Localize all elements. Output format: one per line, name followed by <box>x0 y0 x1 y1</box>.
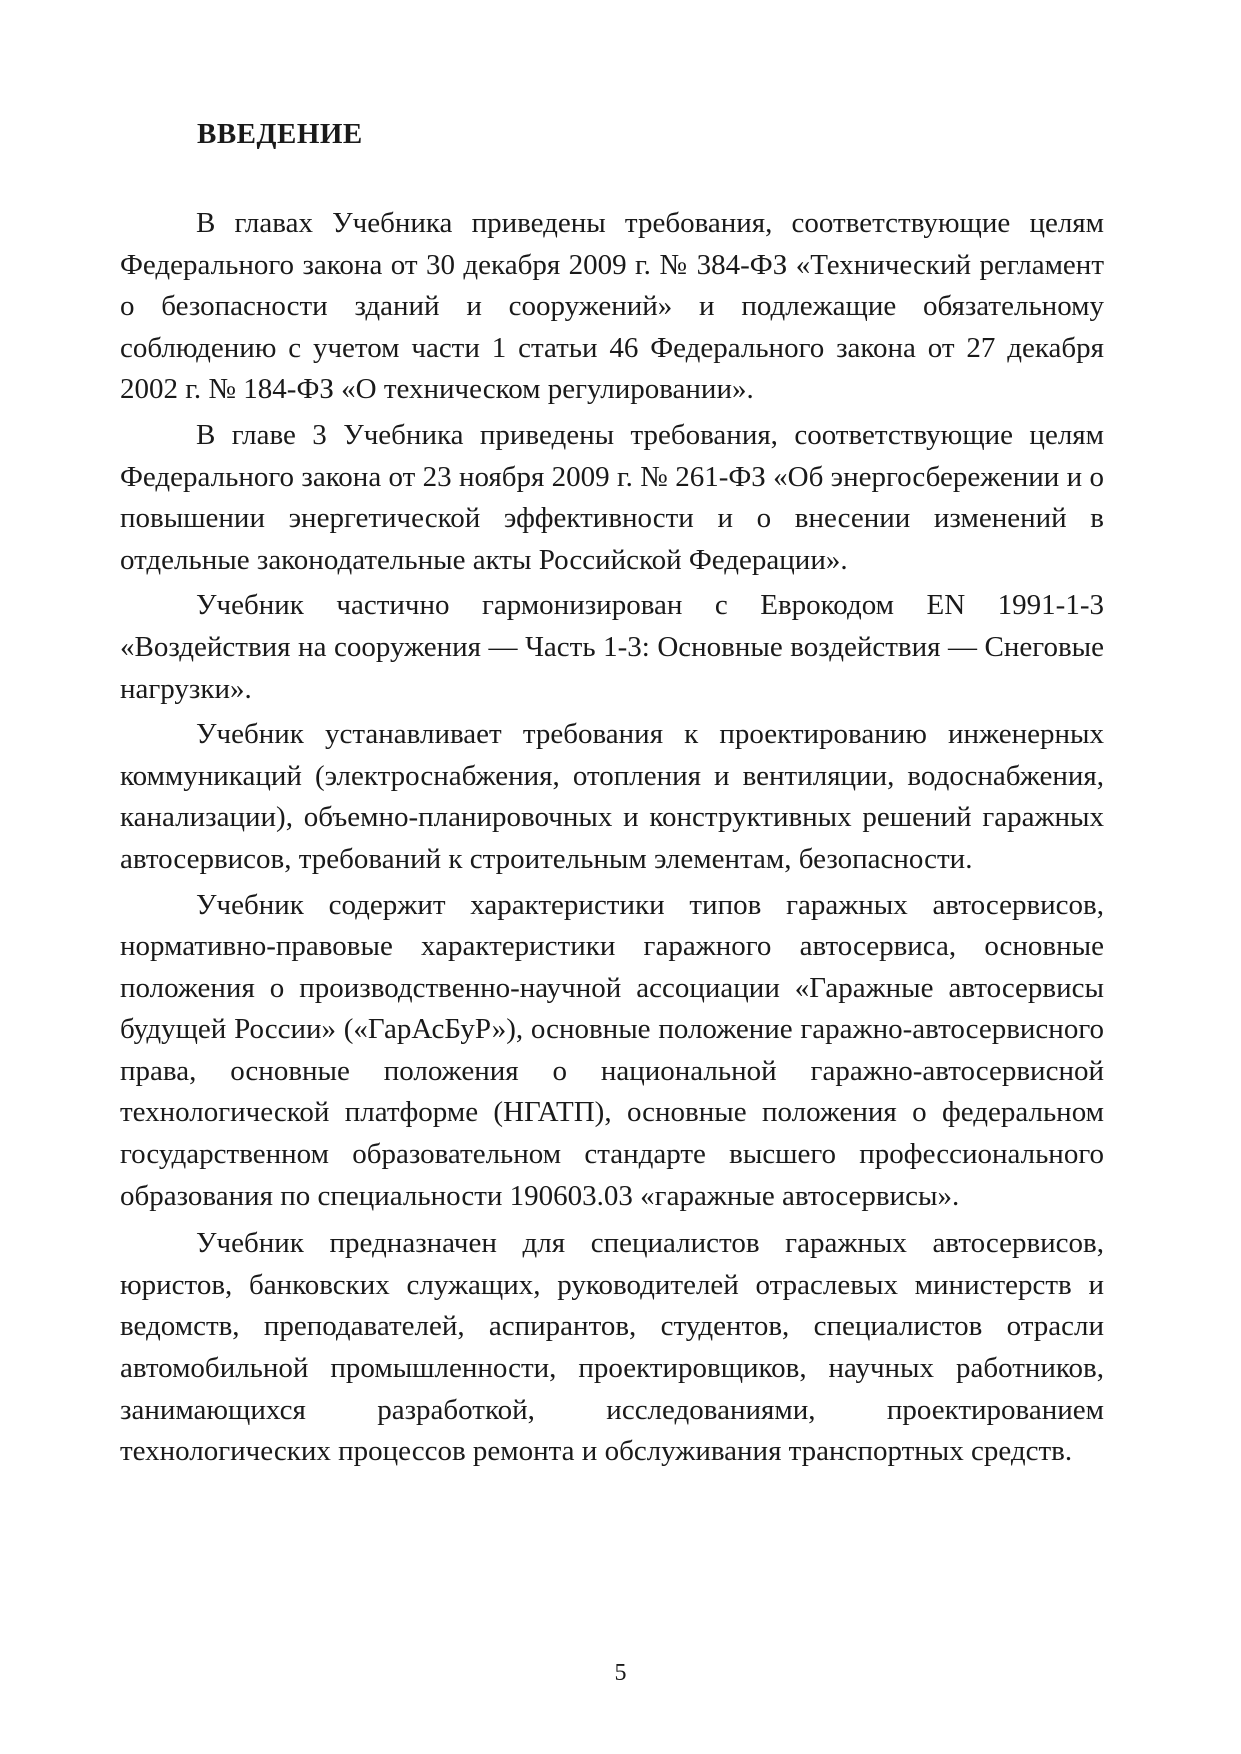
body-text <box>120 203 1104 1473</box>
section-heading: ВВЕДЕНИЕ <box>197 118 363 150</box>
paragraph-2: В главе 3 Учебника приведены требования, соответствующие целям Федерального закона от 23 ноября 2009 г. № 261-ФЗ «Об энергосбережении и о повышении энергетической эффективности и о внесении изменений в отдельные законодательные акты Российской Федерации». <box>120 418 1104 576</box>
paragraph-1: В главах Учебника приведены требования, соответствующие целям Федерального закона от 30 декабря 2009 г. № 384-ФЗ «Технический регламент о безопасности зданий и сооружений» и подлежащие обязательному соблюдению с учетом части 1 статьи 46 Федерального закона от 27 декабря 2002 г. № 184-ФЗ «О техническом регулировании». <box>120 207 1104 406</box>
paragraph-3: Учебник частично гармонизирован с Еврокодом EN 1991-1-3 «Воздействия на сооружения — Часть 1-3: Основные воздействия — Снеговые нагрузки». <box>120 589 1104 705</box>
page-number: 5 <box>614 1660 627 1686</box>
paragraph-6: Учебник предназначен для специалистов гаражных автосервисов, юристов, банковских служащих, руководителей отраслевых министерств и ведомств, преподавателей, аспирантов, студентов, специалистов отрасли автомобильной промышленности, проектировщиков, научных работников, занимающихся разработкой, исследованиями, проектированием технологических процессов ремонта и обслуживания транспортных средств. <box>120 1227 1104 1468</box>
paragraph-4: Учебник устанавливает требования к проектированию инженерных коммуникаций (электроснабжения, отопления и вентиляции, водоснабжения, канализации), объемно-планировочных и конструктивных решений гаражных автосервисов, требований к строительным элементам, безопасности. <box>120 718 1104 875</box>
paragraph-5: Учебник содержит характеристики типов гаражных автосервисов, нормативно-правовые характеристики гаражного автосервиса, основные положения о производственно-научной ассоциации «Гаражные автосервисы будущей России» («ГарАсБуР»), основные положение гаражно-автосервисного права, основные положения о национальной гаражно-автосервисной технологической платформе (НГАТП), основные положения о федеральном государственном образовательном стандарте высшего профессионального образования по специальности 190603.03 «гаражные автосервисы». <box>120 888 1104 1212</box>
